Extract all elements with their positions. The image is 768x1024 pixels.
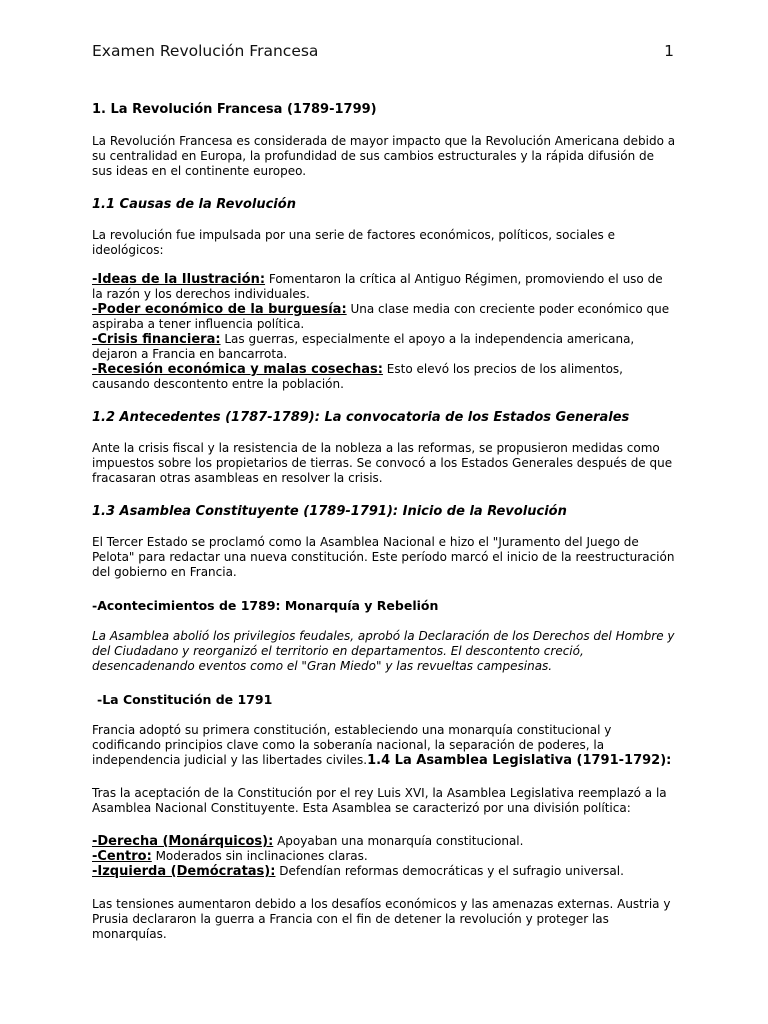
faction-term: -Centro: [92, 849, 152, 864]
cause-item [92, 272, 676, 302]
faction-item [92, 864, 676, 879]
document-body [92, 102, 676, 960]
constitution-1791-heading: -La Constitución de 1791 [97, 692, 273, 707]
faction-term: -Izquierda (Demócratas): [92, 864, 276, 879]
cause-text: Esto elevó los precios de los alimentos, causando descontento entre la población. [92, 362, 623, 391]
section-1-2-paragraph: Ante la crisis fiscal y la resistencia de la nobleza a las reformas, se propusieron medidas como impuestos sobre los propietarios de tierras. Se convocó a los Estados Generales después de que fracasaran otras asambleas en resolver la crisis. [92, 441, 673, 485]
page-header [92, 42, 674, 60]
cause-item [92, 302, 676, 332]
section-1-2-heading: 1.2 Antecedentes (1787-1789): La convocatoria de los Estados Generales [92, 410, 630, 425]
faction-term: -Derecha (Monárquicos): [92, 834, 274, 849]
closing-paragraph: Las tensiones aumentaron debido a los desafíos económicos y las amenazas externas. Austria y Prusia declararon la guerra a Francia con el fin de detener la revolución y proteger las monarquías. [92, 897, 671, 941]
faction-text: Moderados sin inclinaciones claras. [151, 849, 368, 863]
cause-text: Una clase media con creciente poder económico que aspiraba a tener influencia política. [92, 302, 670, 331]
faction-text: Defendían reformas democráticas y el sufragio universal. [275, 864, 624, 878]
causes-intro: La revolución fue impulsada por una serie de factores económicos, políticos, sociales e ideológicos: [92, 228, 615, 257]
cause-item [92, 362, 676, 392]
cause-text: Las guerras, especialmente el apoyo a la independencia americana, dejaron a Francia en bancarrota. [92, 332, 635, 361]
factions-list [92, 834, 676, 879]
section-1-4-heading: 1.4 La Asamblea Legislativa (1791-1792): [367, 753, 672, 768]
faction-item [92, 849, 676, 864]
constitution-1791-text: Francia adoptó su primera constitución, estableciendo una monarquía constitucional y codificando principios clave como la soberanía nacional, la separación de poderes, la independencia judicial y las libertades civiles. [92, 723, 612, 767]
cause-term: -Poder económico de la burguesía: [92, 302, 347, 317]
cause-term: -Crisis financiera: [92, 332, 221, 347]
cause-term: -Recesión económica y malas cosechas: [92, 362, 383, 377]
section-1-3-paragraph: El Tercer Estado se proclamó como la Asamblea Nacional e hizo el "Juramento del Juego de Pelota" para redactar una nueva constitución. Este período marcó el inicio de la reestructuración del gobierno en Francia. [92, 535, 675, 579]
section-1-heading: 1. La Revolución Francesa (1789-1799) [92, 102, 377, 117]
cause-text: Fomentaron la crítica al Antiguo Régimen, promoviendo el uso de la razón y los derechos individuales. [92, 272, 663, 301]
events-1789-paragraph: La Asamblea abolió los privilegios feudales, aprobó la Declaración de los Derechos del Hombre y del Ciudadano y reorganizó el territorio en departamentos. El descontento creció, desencadenando eventos como el "Gran Miedo" y las revueltas campesinas. [92, 629, 675, 673]
faction-text: Apoyaban una monarquía constitucional. [273, 834, 524, 848]
document-title: Examen Revolución Francesa [92, 42, 319, 60]
section-1-4-paragraph: Tras la aceptación de la Constitución por el rey Luis XVI, la Asamblea Legislativa reemplazó a la Asamblea Nacional Constituyente. Esta Asamblea se caracterizó por una división política: [92, 786, 667, 815]
faction-item [92, 834, 676, 849]
page-number: 1 [664, 42, 674, 60]
section-1-paragraph: La Revolución Francesa es considerada de mayor impacto que la Revolución Americana debido a su centralidad en Europa, la profundidad de sus cambios estructurales y la rápida difusión de sus ideas en el continente europeo. [92, 134, 676, 178]
constitution-1791-paragraph [92, 723, 676, 768]
events-1789-heading: -Acontecimientos de 1789: Monarquía y Rebelión [92, 598, 439, 613]
section-1-1-heading: 1.1 Causas de la Revolución [92, 197, 296, 212]
section-1-3-heading: 1.3 Asamblea Constituyente (1789-1791): Inicio de la Revolución [92, 504, 567, 519]
cause-term: -Ideas de la Ilustración: [92, 272, 266, 287]
causes-list [92, 272, 676, 392]
cause-item [92, 332, 676, 362]
